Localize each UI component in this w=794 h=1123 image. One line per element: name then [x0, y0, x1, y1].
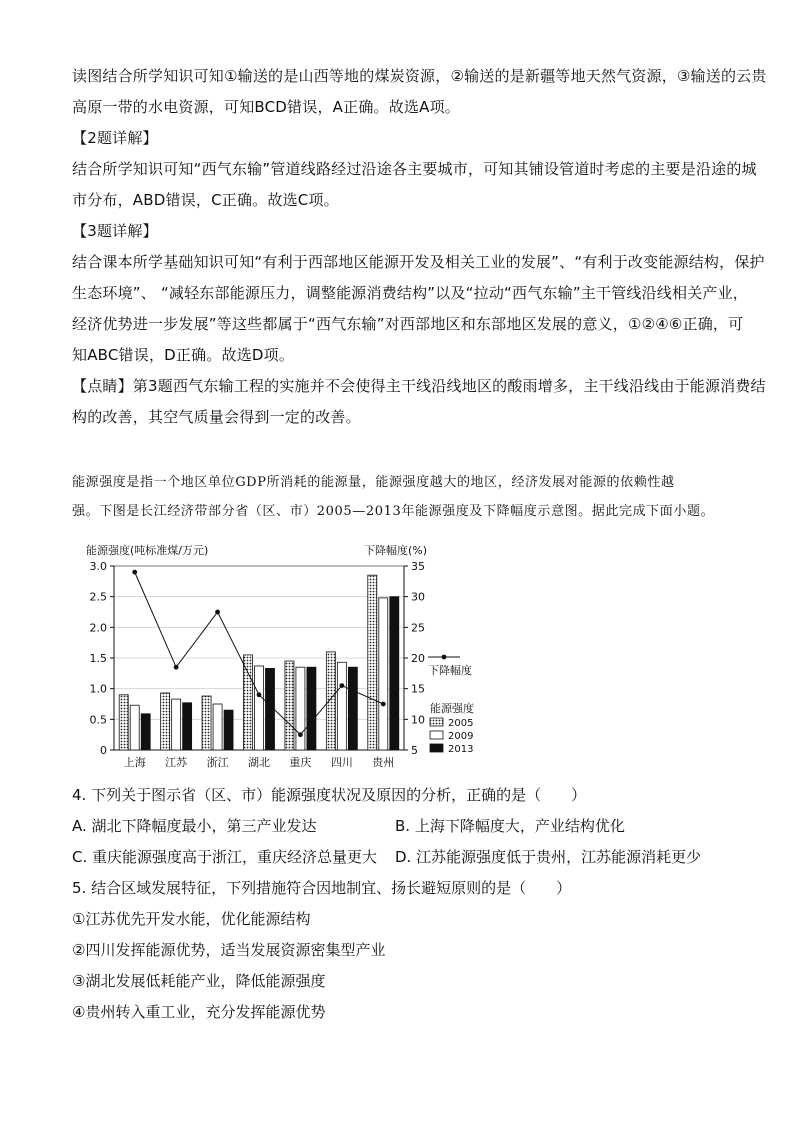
- legend-swatch-2013: [430, 744, 443, 752]
- legend-title: 能源强度: [430, 702, 474, 715]
- legend-label-2005: 2005: [448, 718, 474, 729]
- decline-point-江苏: [174, 665, 179, 670]
- bar-2009-湖北: [255, 666, 264, 750]
- x-tick-label: 四川: [330, 756, 353, 769]
- bar-2013-四川: [348, 667, 357, 750]
- legend-line-marker: [442, 655, 447, 660]
- answer-text-line: 知ABC错误，D正确。故选D项。: [72, 346, 295, 364]
- material-intro-line: 能源强度是指一个地区单位GDP所消耗的能源量，能源强度越大的地区，经济发展对能源的依赖性越: [72, 475, 675, 490]
- left-tick-label: 3.0: [89, 560, 107, 573]
- decline-point-上海: [132, 570, 137, 575]
- question-5-item-1: ①江苏优先开发水能，优化能源结构: [72, 910, 311, 928]
- left-tick-label: 0: [100, 744, 107, 757]
- question-4-stem: 4. 下列关于图示省（区、市）能源强度状况及原因的分析，正确的是（ ）: [72, 786, 587, 804]
- question-5-item-2: ②四川发挥能源优势，适当发展资源密集型产业: [72, 941, 386, 959]
- question-5-item-4: ④贵州转入重工业，充分发挥能源优势: [72, 1003, 326, 1021]
- answer-text-line: 读图结合所学知识可知①输送的是山西等地的煤炭资源，②输送的是新疆等地天然气资源，③输送的云贵: [72, 67, 767, 85]
- left-tick-label: 1.0: [89, 682, 107, 696]
- decline-point-浙江: [215, 610, 220, 615]
- x-tick-label: 浙江: [206, 756, 229, 769]
- bar-2005-四川: [326, 652, 335, 750]
- bar-2009-四川: [337, 662, 346, 750]
- question-5-stem: 5. 结合区域发展特征，下列措施符合因地制宜、扬长避短原则的是（ ）: [72, 879, 572, 897]
- answer-text-line: 经济优势进一步发展”等这些都属于“西气东输”对西部地区和东部地区发展的意义，①②④⑥正确，可: [72, 315, 744, 333]
- left-tick-label: 2.0: [89, 621, 107, 635]
- bar-2009-上海: [130, 705, 139, 750]
- tip-text-line: 构的改善，其空气质量会得到一定的改善。: [72, 408, 361, 426]
- legend-line-label: 下降幅度: [428, 664, 472, 677]
- right-tick-label: 30: [411, 590, 425, 604]
- left-tick-label: 0.5: [89, 713, 107, 727]
- left-tick-label: 1.5: [89, 652, 107, 665]
- bar-2005-江苏: [161, 693, 170, 750]
- bar-2013-湖北: [266, 668, 275, 750]
- bar-2009-浙江: [213, 704, 222, 750]
- legend-label-2009: 2009: [448, 731, 474, 742]
- left-axis-title: 能源强度(吨标准煤/万元): [86, 544, 209, 557]
- answer-text-line: 高原一带的水电资源，可知BCD错误，A正确。故选A项。: [72, 98, 460, 116]
- tip-text-line: 【点睛】第3题西气东输工程的实施并不会使得主干线沿线地区的酸雨增多，主干线沿线由于能源消费结: [72, 377, 766, 395]
- energy-intensity-chart: [0, 536, 794, 776]
- bar-2009-贵州: [379, 598, 388, 750]
- left-tick-label: 2.5: [89, 590, 107, 604]
- legend-swatch-2009: [430, 731, 443, 739]
- answer-text-line: 生态环境”、 “减轻东部能源压力，调整能源消费结构”以及“拉动“西气东输”主干管线沿线相关产业，: [72, 284, 748, 302]
- decline-point-贵州: [381, 702, 386, 707]
- answer-text-line: 结合课本所学基础知识可知“有利于西部地区能源开发及相关工业的发展”、“有利于改变能源结构，保护: [72, 253, 765, 271]
- question-5-item-3: ③湖北发展低耗能产业，降低能源强度: [72, 972, 326, 990]
- question-4-option-b[interactable]: B. 上海下降幅度大，产业结构优化: [395, 817, 625, 835]
- right-tick-label: 5: [411, 744, 418, 757]
- bar-2009-重庆: [296, 667, 305, 750]
- bar-2009-江苏: [172, 699, 181, 750]
- right-tick-label: 10: [411, 713, 425, 727]
- question-4-option-c[interactable]: C. 重庆能源强度高于浙江，重庆经济总量更大: [72, 848, 378, 866]
- right-tick-label: 15: [411, 682, 425, 696]
- question-4-option-a[interactable]: A. 湖北下降幅度最小，第三产业发达: [72, 817, 317, 835]
- bar-2013-江苏: [183, 703, 192, 750]
- right-tick-label: 20: [411, 652, 425, 665]
- answer-text-line: 市分布，ABD错误，C正确。故选C项。: [72, 191, 339, 209]
- x-tick-label: 湖北: [248, 756, 270, 769]
- legend-swatch-2005: [430, 718, 443, 726]
- decline-point-重庆: [298, 732, 303, 737]
- material-intro-line: 强。下图是长江经济带部分省（区、市）2005—2013年能源强度及下降幅度示意图。据此完成下面小题。: [72, 504, 715, 519]
- bar-2005-重庆: [285, 661, 294, 750]
- answer-text-line: 结合所学知识可知“西气东输”管道线路经过沿途各主要城市，可知其铺设管道时考虑的主要是沿途的城: [72, 160, 757, 178]
- bar-2005-贵州: [368, 575, 377, 750]
- x-tick-label: 重庆: [289, 756, 312, 769]
- question-4-option-d[interactable]: D. 江苏能源强度低于贵州，江苏能源消耗更少: [395, 848, 702, 866]
- section-heading-q3: 【3题详解】: [72, 222, 158, 240]
- right-axis-title: 下降幅度(%): [364, 544, 428, 557]
- right-tick-label: 25: [411, 621, 425, 635]
- x-tick-label: 贵州: [372, 756, 395, 769]
- bar-2013-浙江: [224, 710, 233, 750]
- bar-2013-上海: [141, 714, 150, 750]
- bar-2005-浙江: [202, 696, 211, 750]
- bar-2013-重庆: [307, 667, 316, 750]
- x-tick-label: 江苏: [165, 756, 188, 769]
- bar-2013-贵州: [390, 597, 399, 750]
- right-tick-label: 35: [411, 560, 425, 573]
- bar-2005-上海: [119, 695, 128, 750]
- legend-label-2013: 2013: [448, 744, 474, 755]
- decline-point-四川: [339, 683, 344, 688]
- section-heading-q2: 【2题详解】: [72, 129, 158, 147]
- x-tick-label: 上海: [123, 756, 146, 769]
- decline-point-湖北: [257, 692, 262, 697]
- bar-2005-湖北: [244, 655, 253, 750]
